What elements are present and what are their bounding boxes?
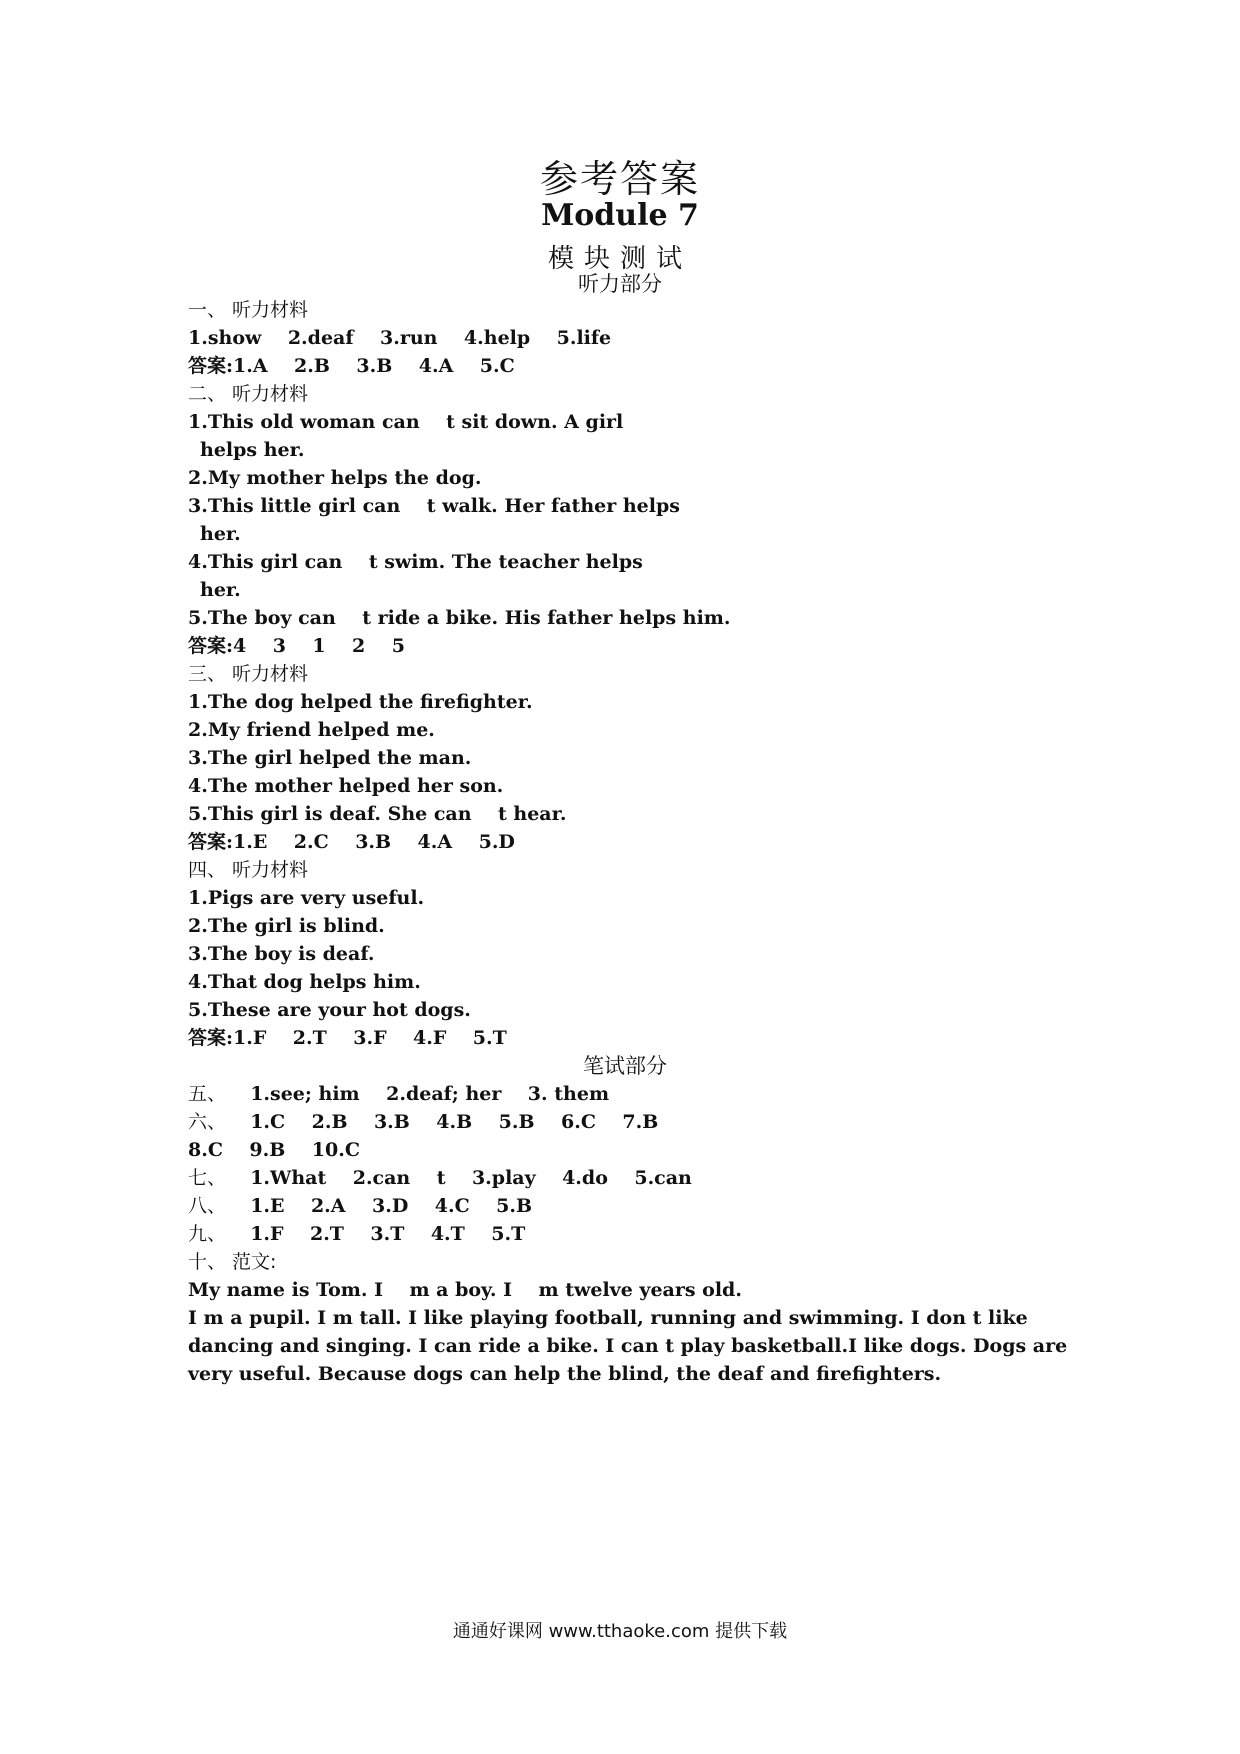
part4-label: 四、 听力材料 — [188, 859, 309, 881]
part3-answer: 答案:1.E 2.C 3.B 4.A 5.D — [188, 831, 515, 853]
part1-material: 1.show 2.deaf 3.run 4.help 5.life — [188, 327, 612, 349]
part4-answer: 答案:1.F 2.T 3.F 4.F 5.T — [188, 1027, 507, 1049]
part3-label: 三、 听力材料 — [188, 663, 309, 685]
part3-line: 5.This girl is deaf. She can t hear. — [188, 803, 567, 825]
part2-line: 2.My mother helps the dog. — [188, 467, 482, 489]
part5-row — [188, 1080, 1068, 1108]
module-title: Module 7 — [541, 198, 699, 233]
part6-label: 六、 — [188, 1111, 227, 1133]
page-title: 参考答案 — [539, 157, 700, 201]
part2-line: helps her. — [200, 439, 305, 461]
part6-answers-cont: 8.C 9.B 10.C — [188, 1139, 360, 1161]
answer-content — [188, 296, 1068, 1388]
part4-line: 1.Pigs are very useful. — [188, 887, 425, 909]
part1-answer: 答案:1.A 2.B 3.B 4.A 5.C — [188, 355, 515, 377]
part6-row — [188, 1108, 1068, 1136]
part4-line: 4.That dog helps him. — [188, 971, 421, 993]
listening-section-title: 听力部分 — [578, 272, 662, 296]
part1-label: 一、 听力材料 — [188, 299, 309, 321]
part3-line: 3.The girl helped the man. — [188, 747, 472, 769]
part2-line: 3.This little girl can t walk. Her father helps — [188, 495, 680, 517]
part3-line: 1.The dog helped the firefighter. — [188, 691, 533, 713]
part8-answers: 1.E 2.A 3.D 4.C 5.B — [250, 1195, 533, 1217]
part4-line: 2.The girl is blind. — [188, 915, 385, 937]
part9-answers: 1.F 2.T 3.T 4.T 5.T — [250, 1223, 526, 1245]
test-title: 模块测试 — [547, 244, 692, 274]
part7-row — [188, 1164, 1068, 1192]
part10-label: 十、 范文: — [188, 1251, 277, 1273]
part8-label: 八、 — [188, 1195, 227, 1217]
part2-line: 4.This girl can t swim. The teacher helps — [188, 551, 643, 573]
part2-line: her. — [200, 579, 241, 601]
part2-line: 5.The boy can t ride a bike. His father helps him. — [188, 607, 731, 629]
part9-row — [188, 1220, 1068, 1248]
part7-label: 七、 — [188, 1167, 227, 1189]
part3-line: 2.My friend helped me. — [188, 719, 435, 741]
part5-label: 五、 — [188, 1083, 227, 1105]
part2-line: 1.This old woman can t sit down. A girl — [188, 411, 624, 433]
part6-answers: 1.C 2.B 3.B 4.B 5.B 6.C 7.B — [250, 1111, 659, 1133]
part2-answer: 答案:4 3 1 2 5 — [188, 635, 405, 657]
essay-paragraph: I m a pupil. I m tall. I like playing football, running and swimming. I don t like dancing and singing. I can ride a bike. I can t play basketball.I like dogs. Dogs are very useful. Because dogs can help the blind, the deaf and firefighters. — [188, 1307, 1068, 1385]
part8-row — [188, 1192, 1068, 1220]
footer-credit: 通通好课网 www.tthaoke.com 提供下载 — [452, 1621, 788, 1642]
part2-label: 二、 听力材料 — [188, 383, 309, 405]
written-section-title: 笔试部分 — [583, 1054, 667, 1078]
part3-line: 4.The mother helped her son. — [188, 775, 504, 797]
part4-line: 5.These are your hot dogs. — [188, 999, 471, 1021]
part5-answers: 1.see; him 2.deaf; her 3. them — [250, 1083, 610, 1105]
essay-line: My name is Tom. I m a boy. I m twelve years old. — [188, 1279, 742, 1301]
part7-answers: 1.What 2.can t 3.play 4.do 5.can — [250, 1167, 692, 1189]
part9-label: 九、 — [188, 1223, 227, 1245]
part4-line: 3.The boy is deaf. — [188, 943, 375, 965]
part2-line: her. — [200, 523, 241, 545]
